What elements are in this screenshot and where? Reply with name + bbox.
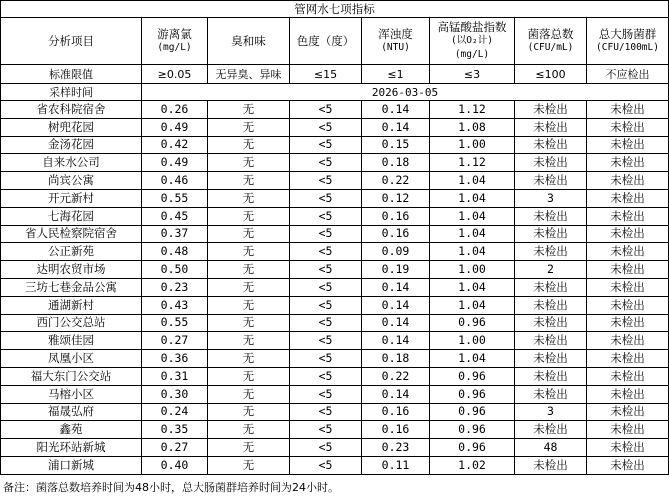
odor-value: 无 bbox=[208, 207, 290, 225]
permanganate-index-value: 0.96 bbox=[430, 439, 515, 457]
bacteria-count-value: 未检出 bbox=[515, 136, 587, 154]
coliform-value: 未检出 bbox=[587, 421, 669, 439]
limit-value: ≤3 bbox=[430, 65, 515, 84]
free-chlorine-value: 0.50 bbox=[142, 261, 208, 279]
permanganate-index-value: 1.04 bbox=[430, 207, 515, 225]
odor-value: 无 bbox=[208, 261, 290, 279]
coliform-value: 未检出 bbox=[587, 456, 669, 474]
permanganate-index-value: 1.00 bbox=[430, 136, 515, 154]
coliform-value: 未检出 bbox=[587, 136, 669, 154]
bacteria-count-value: 未检出 bbox=[515, 225, 587, 243]
free-chlorine-value: 0.55 bbox=[142, 314, 208, 332]
color-value: <5 bbox=[290, 332, 362, 350]
color-value: <5 bbox=[290, 172, 362, 190]
turbidity-value: 0.16 bbox=[362, 225, 430, 243]
coliform-value: 未检出 bbox=[587, 189, 669, 207]
column-header-label: 色度（度） bbox=[296, 34, 355, 48]
color-value: <5 bbox=[290, 189, 362, 207]
column-header-label: 菌落总数 bbox=[527, 27, 574, 41]
color-value: <5 bbox=[290, 350, 362, 368]
free-chlorine-value: 0.55 bbox=[142, 189, 208, 207]
free-chlorine-value: 0.37 bbox=[142, 225, 208, 243]
bacteria-count-value: 未检出 bbox=[515, 278, 587, 296]
coliform-value: 未检出 bbox=[587, 154, 669, 172]
site-name: 达明农贸市场 bbox=[1, 261, 142, 279]
permanganate-index-value: 1.04 bbox=[430, 296, 515, 314]
free-chlorine-value: 0.26 bbox=[142, 101, 208, 119]
site-name: 三坊七巷金品公寓 bbox=[1, 278, 142, 296]
turbidity-value: 0.11 bbox=[362, 456, 430, 474]
odor-value: 无 bbox=[208, 172, 290, 190]
color-value: <5 bbox=[290, 456, 362, 474]
odor-value: 无 bbox=[208, 101, 290, 119]
turbidity-value: 0.12 bbox=[362, 189, 430, 207]
turbidity-value: 0.19 bbox=[362, 261, 430, 279]
permanganate-index-value: 1.12 bbox=[430, 154, 515, 172]
limit-value: 不应检出 bbox=[587, 65, 669, 84]
table-row bbox=[1, 403, 669, 421]
permanganate-index-value: 0.96 bbox=[430, 385, 515, 403]
odor-value: 无 bbox=[208, 136, 290, 154]
free-chlorine-value: 0.45 bbox=[142, 207, 208, 225]
limit-row bbox=[1, 65, 669, 84]
table-row bbox=[1, 225, 669, 243]
turbidity-value: 0.18 bbox=[362, 154, 430, 172]
coliform-value: 未检出 bbox=[587, 403, 669, 421]
site-name: 省农科院宿舍 bbox=[1, 101, 142, 119]
table-row bbox=[1, 118, 669, 136]
site-name: 自来水公司 bbox=[1, 154, 142, 172]
turbidity-value: 0.14 bbox=[362, 296, 430, 314]
free-chlorine-value: 0.23 bbox=[142, 278, 208, 296]
coliform-value: 未检出 bbox=[587, 243, 669, 261]
site-name: 金汤花园 bbox=[1, 136, 142, 154]
table-row bbox=[1, 296, 669, 314]
column-header-unit: (CFU/mL) bbox=[527, 42, 574, 53]
site-name: 尚宾公寓 bbox=[1, 172, 142, 190]
bacteria-count-value: 未检出 bbox=[515, 296, 587, 314]
column-header-label: 总大肠菌群 bbox=[598, 27, 657, 41]
permanganate-index-value: 1.04 bbox=[430, 243, 515, 261]
odor-value: 无 bbox=[208, 456, 290, 474]
table-row bbox=[1, 385, 669, 403]
odor-value: 无 bbox=[208, 296, 290, 314]
permanganate-index-value: 0.96 bbox=[430, 421, 515, 439]
table-row bbox=[1, 172, 669, 190]
table-row bbox=[1, 136, 669, 154]
permanganate-index-value: 0.96 bbox=[430, 367, 515, 385]
column-header-label: 分析项目 bbox=[48, 34, 94, 48]
odor-value: 无 bbox=[208, 189, 290, 207]
coliform-value: 未检出 bbox=[587, 385, 669, 403]
column-header bbox=[142, 18, 208, 65]
odor-value: 无 bbox=[208, 154, 290, 172]
odor-value: 无 bbox=[208, 314, 290, 332]
free-chlorine-value: 0.40 bbox=[142, 456, 208, 474]
site-name: 雅颂佳园 bbox=[1, 332, 142, 350]
free-chlorine-value: 0.24 bbox=[142, 403, 208, 421]
odor-value: 无 bbox=[208, 439, 290, 457]
free-chlorine-value: 0.31 bbox=[142, 367, 208, 385]
coliform-value: 未检出 bbox=[587, 207, 669, 225]
turbidity-value: 0.16 bbox=[362, 207, 430, 225]
coliform-value: 未检出 bbox=[587, 350, 669, 368]
bacteria-count-value: 未检出 bbox=[515, 385, 587, 403]
coliform-value: 未检出 bbox=[587, 296, 669, 314]
free-chlorine-value: 0.49 bbox=[142, 118, 208, 136]
footnote: 备注：菌落总数培养时间为48小时，总大肠菌群培养时间为24小时。 bbox=[3, 481, 339, 494]
odor-value: 无 bbox=[208, 403, 290, 421]
turbidity-value: 0.22 bbox=[362, 367, 430, 385]
column-header-label: 臭和味 bbox=[231, 34, 266, 48]
site-name: 公正新苑 bbox=[1, 243, 142, 261]
turbidity-value: 0.09 bbox=[362, 243, 430, 261]
limit-value: ≤1 bbox=[362, 65, 430, 84]
site-name: 浦口新城 bbox=[1, 456, 142, 474]
column-header-label: 高锰酸盐指数 bbox=[437, 20, 507, 34]
odor-value: 无 bbox=[208, 278, 290, 296]
turbidity-value: 0.16 bbox=[362, 421, 430, 439]
coliform-value: 未检出 bbox=[587, 172, 669, 190]
free-chlorine-value: 0.43 bbox=[142, 296, 208, 314]
column-header bbox=[515, 18, 587, 65]
bacteria-count-value: 未检出 bbox=[515, 350, 587, 368]
permanganate-index-value: 1.04 bbox=[430, 278, 515, 296]
turbidity-value: 0.16 bbox=[362, 403, 430, 421]
turbidity-value: 0.14 bbox=[362, 385, 430, 403]
sampling-date: 2026-03-05 bbox=[142, 84, 669, 101]
site-name: 福大东门公交站 bbox=[1, 367, 142, 385]
coliform-value: 未检出 bbox=[587, 332, 669, 350]
free-chlorine-value: 0.42 bbox=[142, 136, 208, 154]
limit-value: ≤100 bbox=[515, 65, 587, 84]
table-row bbox=[1, 207, 669, 225]
odor-value: 无 bbox=[208, 118, 290, 136]
coliform-value: 未检出 bbox=[587, 314, 669, 332]
color-value: <5 bbox=[290, 403, 362, 421]
column-header-label: 浑浊度 bbox=[378, 27, 413, 41]
coliform-value: 未检出 bbox=[587, 118, 669, 136]
site-name: 通湖新村 bbox=[1, 296, 142, 314]
limit-value: 无异臭、异味 bbox=[208, 65, 290, 84]
table-row bbox=[1, 154, 669, 172]
turbidity-value: 0.15 bbox=[362, 136, 430, 154]
table-row bbox=[1, 101, 669, 119]
bacteria-count-value: 未检出 bbox=[515, 367, 587, 385]
permanganate-index-value: 1.12 bbox=[430, 101, 515, 119]
free-chlorine-value: 0.46 bbox=[142, 172, 208, 190]
column-header-unit: (以O₂计) (mg/L) bbox=[451, 35, 493, 60]
odor-value: 无 bbox=[208, 385, 290, 403]
color-value: <5 bbox=[290, 118, 362, 136]
permanganate-index-value: 1.00 bbox=[430, 261, 515, 279]
limit-value: ≥0.05 bbox=[142, 65, 208, 84]
table-row bbox=[1, 456, 669, 474]
limit-label: 标准限值 bbox=[1, 65, 142, 84]
permanganate-index-value: 1.00 bbox=[430, 332, 515, 350]
table-row bbox=[1, 314, 669, 332]
header-row bbox=[1, 18, 669, 65]
bacteria-count-value: 2 bbox=[515, 261, 587, 279]
bacteria-count-value: 未检出 bbox=[515, 421, 587, 439]
free-chlorine-value: 0.48 bbox=[142, 243, 208, 261]
column-header-unit: (mg/L) bbox=[157, 42, 192, 53]
coliform-value: 未检出 bbox=[587, 225, 669, 243]
bacteria-count-value: 未检出 bbox=[515, 243, 587, 261]
permanganate-index-value: 0.96 bbox=[430, 314, 515, 332]
sampling-time-label: 采样时间 bbox=[1, 84, 142, 101]
free-chlorine-value: 0.49 bbox=[142, 154, 208, 172]
coliform-value: 未检出 bbox=[587, 439, 669, 457]
color-value: <5 bbox=[290, 101, 362, 119]
permanganate-index-value: 1.04 bbox=[430, 225, 515, 243]
odor-value: 无 bbox=[208, 350, 290, 368]
free-chlorine-value: 0.36 bbox=[142, 350, 208, 368]
coliform-value: 未检出 bbox=[587, 101, 669, 119]
column-header bbox=[208, 18, 290, 65]
color-value: <5 bbox=[290, 207, 362, 225]
permanganate-index-value: 1.04 bbox=[430, 189, 515, 207]
turbidity-value: 0.14 bbox=[362, 101, 430, 119]
sampling-time-row bbox=[1, 84, 669, 101]
site-name: 马榕小区 bbox=[1, 385, 142, 403]
column-header bbox=[362, 18, 430, 65]
bacteria-count-value: 未检出 bbox=[515, 207, 587, 225]
bacteria-count-value: 3 bbox=[515, 403, 587, 421]
free-chlorine-value: 0.35 bbox=[142, 421, 208, 439]
site-name: 开元新村 bbox=[1, 189, 142, 207]
permanganate-index-value: 0.96 bbox=[430, 403, 515, 421]
site-name: 省人民检察院宿舍 bbox=[1, 225, 142, 243]
color-value: <5 bbox=[290, 367, 362, 385]
table-row bbox=[1, 332, 669, 350]
column-header bbox=[1, 18, 142, 65]
bacteria-count-value: 未检出 bbox=[515, 101, 587, 119]
coliform-value: 未检出 bbox=[587, 278, 669, 296]
color-value: <5 bbox=[290, 136, 362, 154]
turbidity-value: 0.22 bbox=[362, 172, 430, 190]
coliform-value: 未检出 bbox=[587, 367, 669, 385]
bacteria-count-value: 未检出 bbox=[515, 314, 587, 332]
permanganate-index-value: 1.04 bbox=[430, 172, 515, 190]
turbidity-value: 0.14 bbox=[362, 118, 430, 136]
column-header bbox=[587, 18, 669, 65]
limit-value: ≤15 bbox=[290, 65, 362, 84]
site-name: 西门公交总站 bbox=[1, 314, 142, 332]
table-row bbox=[1, 439, 669, 457]
table-title: 管网水七项指标 bbox=[1, 1, 669, 18]
color-value: <5 bbox=[290, 385, 362, 403]
site-name: 鑫苑 bbox=[1, 421, 142, 439]
color-value: <5 bbox=[290, 439, 362, 457]
odor-value: 无 bbox=[208, 367, 290, 385]
table-row bbox=[1, 278, 669, 296]
color-value: <5 bbox=[290, 225, 362, 243]
color-value: <5 bbox=[290, 154, 362, 172]
color-value: <5 bbox=[290, 314, 362, 332]
bacteria-count-value: 未检出 bbox=[515, 456, 587, 474]
site-name: 阳光环站新城 bbox=[1, 439, 142, 457]
site-name: 福晟弘府 bbox=[1, 403, 142, 421]
table-row bbox=[1, 367, 669, 385]
odor-value: 无 bbox=[208, 421, 290, 439]
odor-value: 无 bbox=[208, 225, 290, 243]
table-row bbox=[1, 261, 669, 279]
permanganate-index-value: 1.02 bbox=[430, 456, 515, 474]
permanganate-index-value: 1.04 bbox=[430, 350, 515, 368]
table-row bbox=[1, 189, 669, 207]
column-header-unit: (NTU) bbox=[381, 42, 410, 53]
color-value: <5 bbox=[290, 296, 362, 314]
column-header bbox=[430, 18, 515, 65]
table-row bbox=[1, 350, 669, 368]
odor-value: 无 bbox=[208, 332, 290, 350]
color-value: <5 bbox=[290, 243, 362, 261]
bacteria-count-value: 48 bbox=[515, 439, 587, 457]
site-name: 七海花园 bbox=[1, 207, 142, 225]
bacteria-count-value: 3 bbox=[515, 189, 587, 207]
color-value: <5 bbox=[290, 421, 362, 439]
free-chlorine-value: 0.30 bbox=[142, 385, 208, 403]
permanganate-index-value: 1.08 bbox=[430, 118, 515, 136]
bacteria-count-value: 未检出 bbox=[515, 154, 587, 172]
column-header-unit: (CFU/100mL) bbox=[596, 42, 659, 53]
turbidity-value: 0.23 bbox=[362, 439, 430, 457]
site-name: 树兜花园 bbox=[1, 118, 142, 136]
bacteria-count-value: 未检出 bbox=[515, 172, 587, 190]
site-name: 凤凰小区 bbox=[1, 350, 142, 368]
column-header-label: 游离氯 bbox=[157, 27, 192, 41]
color-value: <5 bbox=[290, 278, 362, 296]
turbidity-value: 0.14 bbox=[362, 278, 430, 296]
table-row bbox=[1, 421, 669, 439]
coliform-value: 未检出 bbox=[587, 261, 669, 279]
bacteria-count-value: 未检出 bbox=[515, 118, 587, 136]
table-row bbox=[1, 243, 669, 261]
color-value: <5 bbox=[290, 261, 362, 279]
free-chlorine-value: 0.27 bbox=[142, 439, 208, 457]
turbidity-value: 0.18 bbox=[362, 350, 430, 368]
odor-value: 无 bbox=[208, 243, 290, 261]
free-chlorine-value: 0.27 bbox=[142, 332, 208, 350]
turbidity-value: 0.14 bbox=[362, 332, 430, 350]
turbidity-value: 0.14 bbox=[362, 314, 430, 332]
column-header bbox=[290, 18, 362, 65]
bacteria-count-value: 未检出 bbox=[515, 332, 587, 350]
